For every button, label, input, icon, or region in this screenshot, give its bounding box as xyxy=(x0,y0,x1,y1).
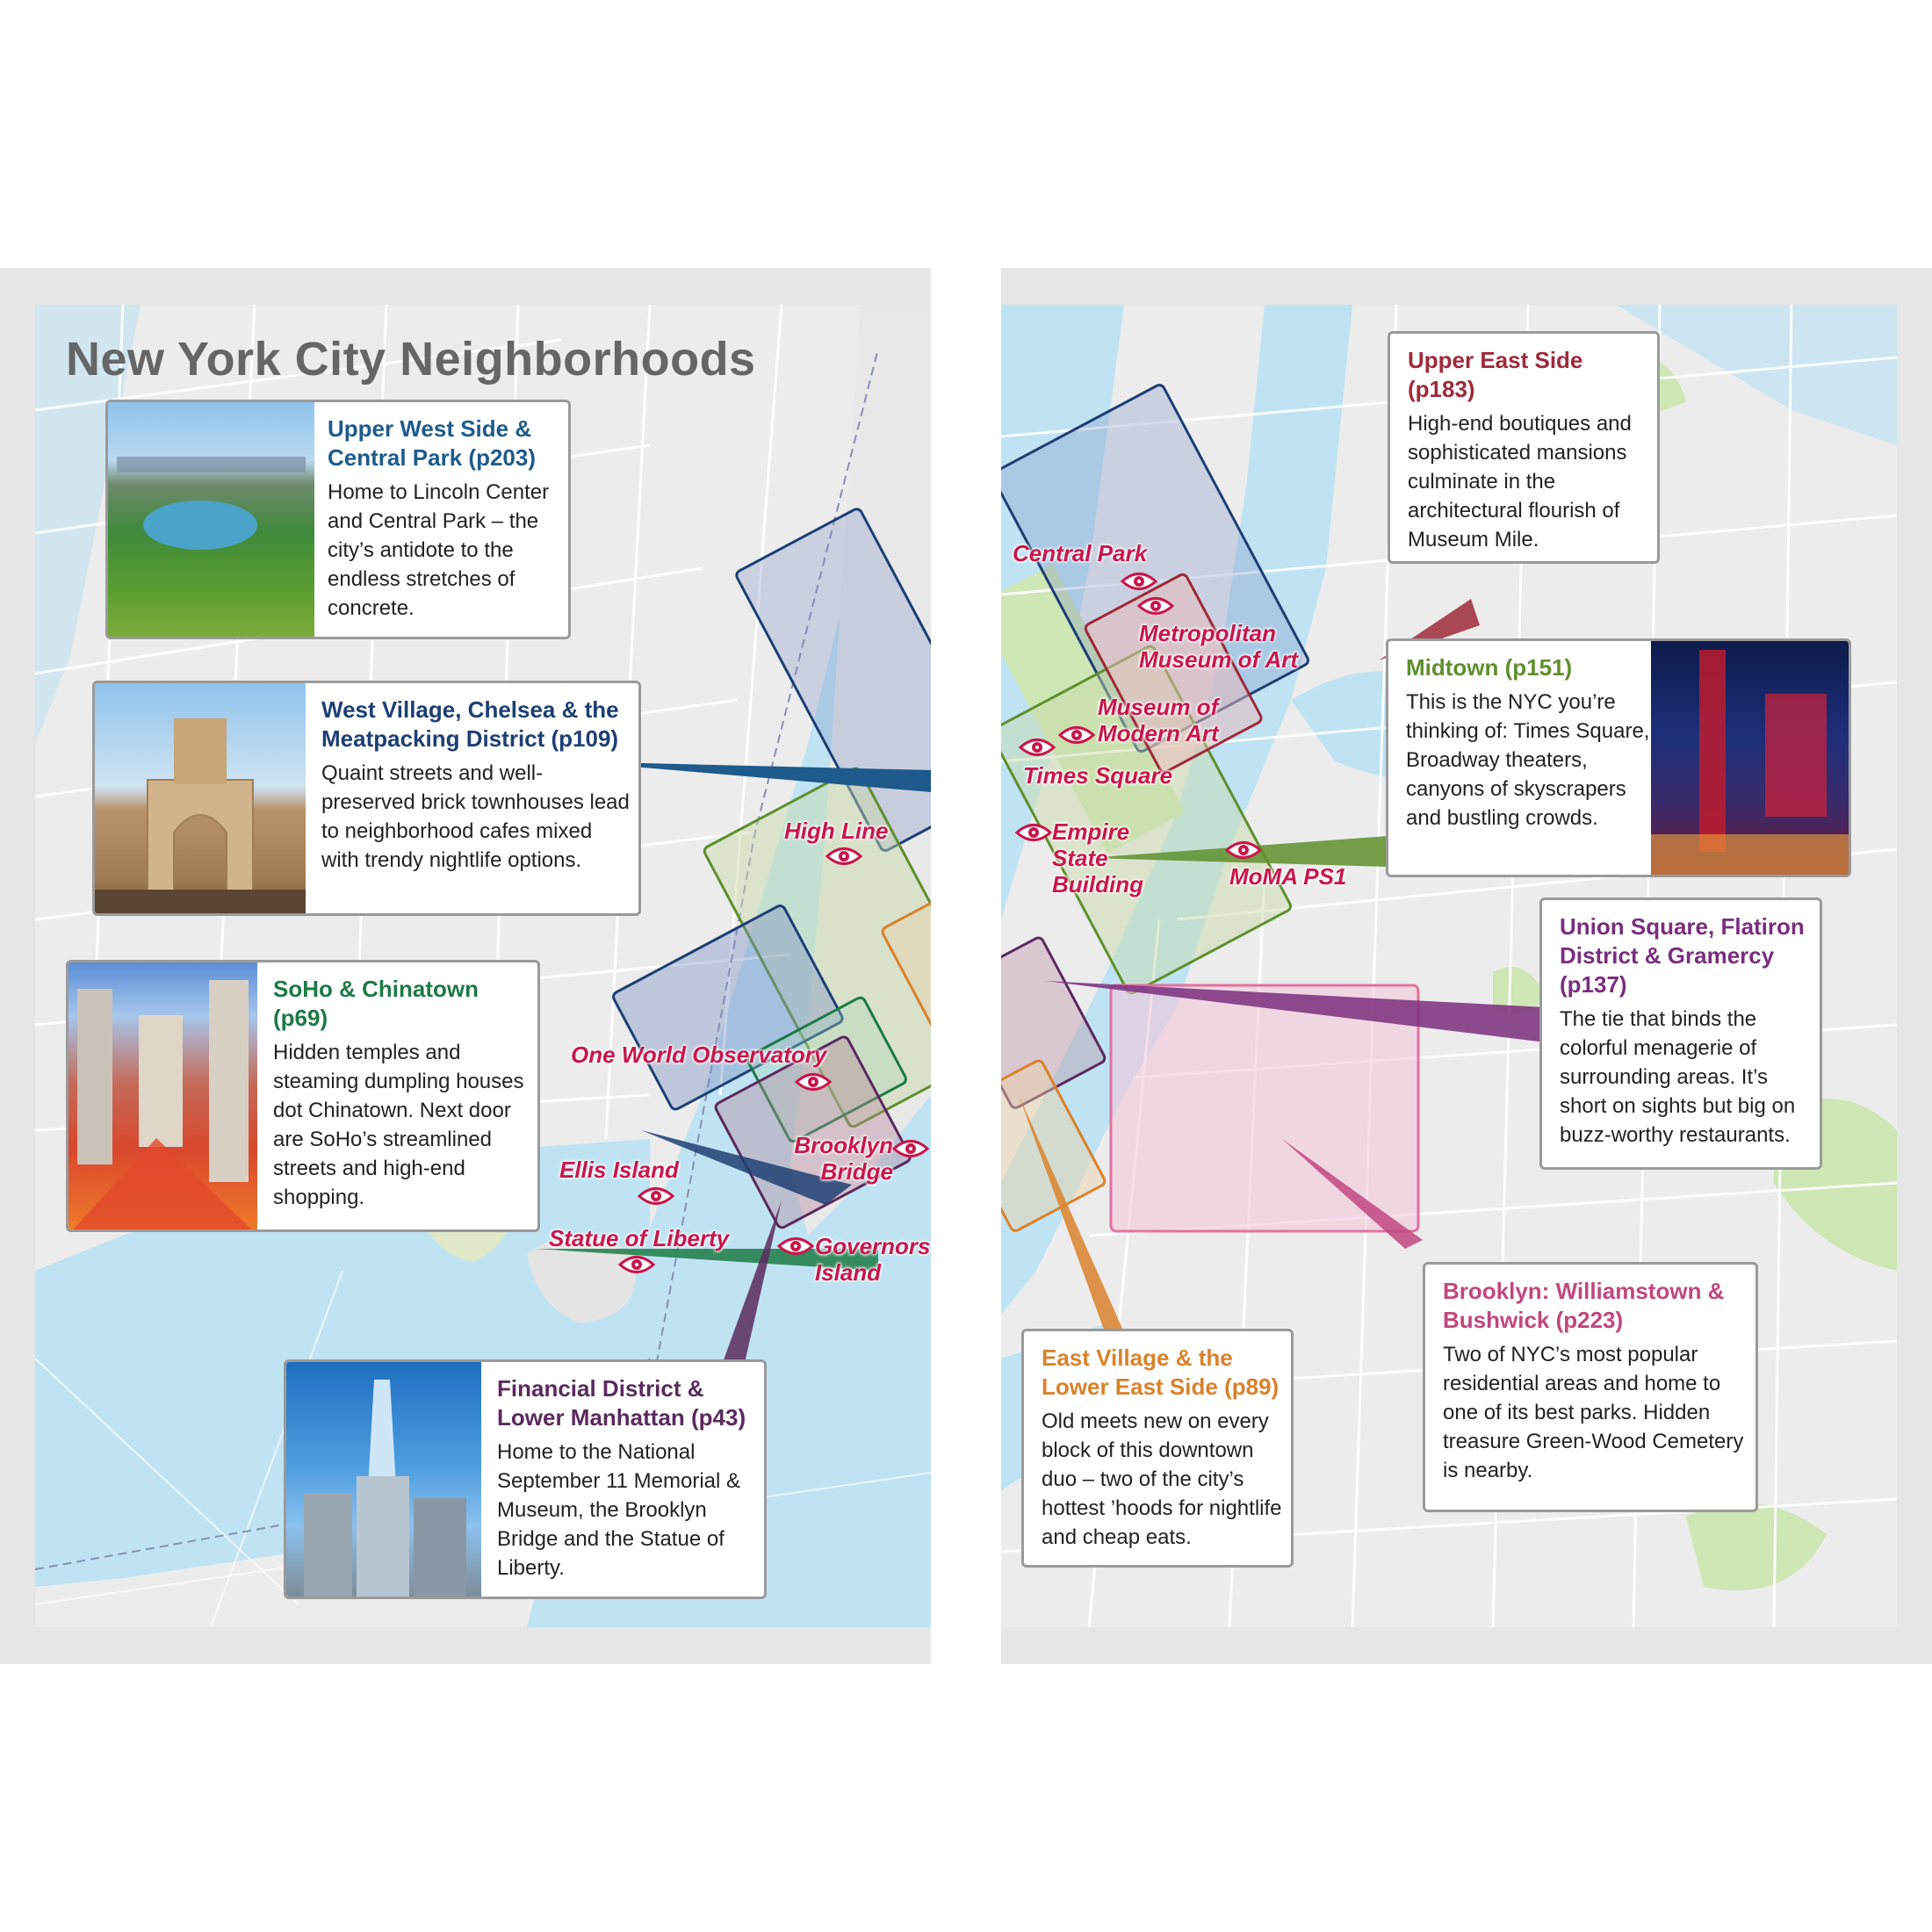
card-heading: Union Square, Flatiron District & Gramercy (p137) xyxy=(1560,913,1805,998)
card-text: Two of NYC’s most popular residential areas and home to one of its best parks. Hidden treasure Green-Wood Cemetery is nearby. xyxy=(1443,1343,1744,1482)
sight-label-statue-of-liberty[interactable]: Statue of Liberty xyxy=(549,1225,730,1251)
sight-label-central-park[interactable]: Central Park xyxy=(1013,540,1148,566)
card-financial-district xyxy=(284,1359,767,1599)
page-gutter xyxy=(931,268,1001,1664)
card-text: Quaint streets and well-preserved brick townhouses lead to neighborhood cafes mixed with trendy nightlife options. xyxy=(321,761,630,872)
card-upper-east-side xyxy=(1388,331,1660,564)
eye-icon[interactable] xyxy=(825,845,862,868)
eye-icon[interactable] xyxy=(618,1253,655,1276)
eye-icon[interactable] xyxy=(1015,821,1052,844)
card-text: Home to Lincoln Center and Central Park – the city’s antidote to the endless stretches of concrete. xyxy=(328,480,550,620)
photo-radio-city xyxy=(1651,641,1849,875)
eye-icon[interactable] xyxy=(777,1235,814,1258)
central-park-illustration xyxy=(108,402,314,639)
card-text: Hidden temples and steaming dumpling houses dot Chinatown. Next door are SoHo’s streamlined streets and high-end shopping. xyxy=(273,1041,524,1209)
card-heading: SoHo & Chinatown (p69) xyxy=(273,976,479,1031)
card-soho-chinatown xyxy=(66,960,540,1232)
card-heading: Upper East Side (p183) xyxy=(1408,347,1583,402)
photo-washington-arch xyxy=(95,683,306,913)
card-brooklyn xyxy=(1423,1262,1758,1512)
card-heading: Midtown (p151) xyxy=(1406,654,1573,681)
skyline-illustration xyxy=(286,1362,481,1599)
sight-label-moma[interactable]: Museum of Modern Art xyxy=(1098,694,1219,746)
photo-central-park xyxy=(108,402,314,637)
card-text: High-end boutiques and sophisticated mansions culminate in the architectural flourish of Museum Mile. xyxy=(1408,412,1632,551)
photo-chinatown-street xyxy=(68,962,257,1229)
sight-label-one-world[interactable]: One World Observatory xyxy=(571,1042,827,1068)
card-heading: Brooklyn: Williamstown & Bushwick (p223) xyxy=(1443,1278,1725,1333)
card-heading: West Village, Chelsea & the Meatpacking District (p109) xyxy=(321,696,619,752)
eye-icon[interactable] xyxy=(1225,839,1262,861)
street-illustration xyxy=(68,962,257,1232)
card-text: This is the NYC you’re thinking of: Times Square, Broadway theaters, canyons of skyscrapers and bustling crowds. xyxy=(1406,690,1650,830)
card-east-village xyxy=(1021,1329,1294,1568)
photo-one-world-trade xyxy=(286,1362,481,1597)
card-union-square xyxy=(1539,898,1822,1170)
sight-label-high-line[interactable]: High Line xyxy=(784,818,889,844)
card-midtown xyxy=(1386,638,1851,877)
sight-label-ellis-island[interactable]: Ellis Island xyxy=(559,1157,679,1183)
radio-city-illustration xyxy=(1651,641,1849,877)
card-heading: Upper West Side & Central Park (p203) xyxy=(328,415,536,471)
eye-icon[interactable] xyxy=(795,1071,832,1093)
arch-illustration xyxy=(95,683,306,916)
card-text: The tie that binds the colorful menagerie of surrounding areas. It’s short on sights but big on buzz-worthy restaurants. xyxy=(1560,1007,1796,1147)
sight-label-metropolitan-museum[interactable]: Metropolitan Museum of Art xyxy=(1139,620,1299,673)
eye-icon[interactable] xyxy=(892,1137,929,1160)
sight-label-times-square[interactable]: Times Square xyxy=(1023,762,1173,789)
eye-icon[interactable] xyxy=(1019,736,1056,759)
sight-label-governors-island[interactable]: Governors Island xyxy=(815,1233,931,1286)
sight-label-empire-state[interactable]: Empire State Building xyxy=(1052,818,1143,898)
card-text: Home to the National September 11 Memorial & Museum, the Brooklyn Bridge and the Statue of Liberty. xyxy=(497,1440,741,1580)
card-west-village xyxy=(92,681,641,916)
sight-label-brooklyn-bridge[interactable]: Brooklyn Bridge xyxy=(794,1132,893,1185)
eye-icon[interactable] xyxy=(1137,595,1174,617)
eye-icon[interactable] xyxy=(1058,724,1095,746)
card-heading: East Village & the Lower East Side (p89) xyxy=(1042,1344,1280,1400)
eye-icon[interactable] xyxy=(638,1185,674,1208)
page-title: New York City Neighborhoods xyxy=(66,333,756,386)
sight-label-moma-ps1[interactable]: MoMA PS1 xyxy=(1229,863,1347,890)
eye-icon[interactable] xyxy=(1121,570,1157,593)
card-upper-west-side xyxy=(105,400,571,639)
card-heading: Financial District & Lower Manhattan (p43) xyxy=(497,1375,746,1431)
card-text: Old meets new on every block of this downtown duo – two of the city’s hottest ’hoods for nightlife and cheap eats. xyxy=(1042,1409,1282,1549)
